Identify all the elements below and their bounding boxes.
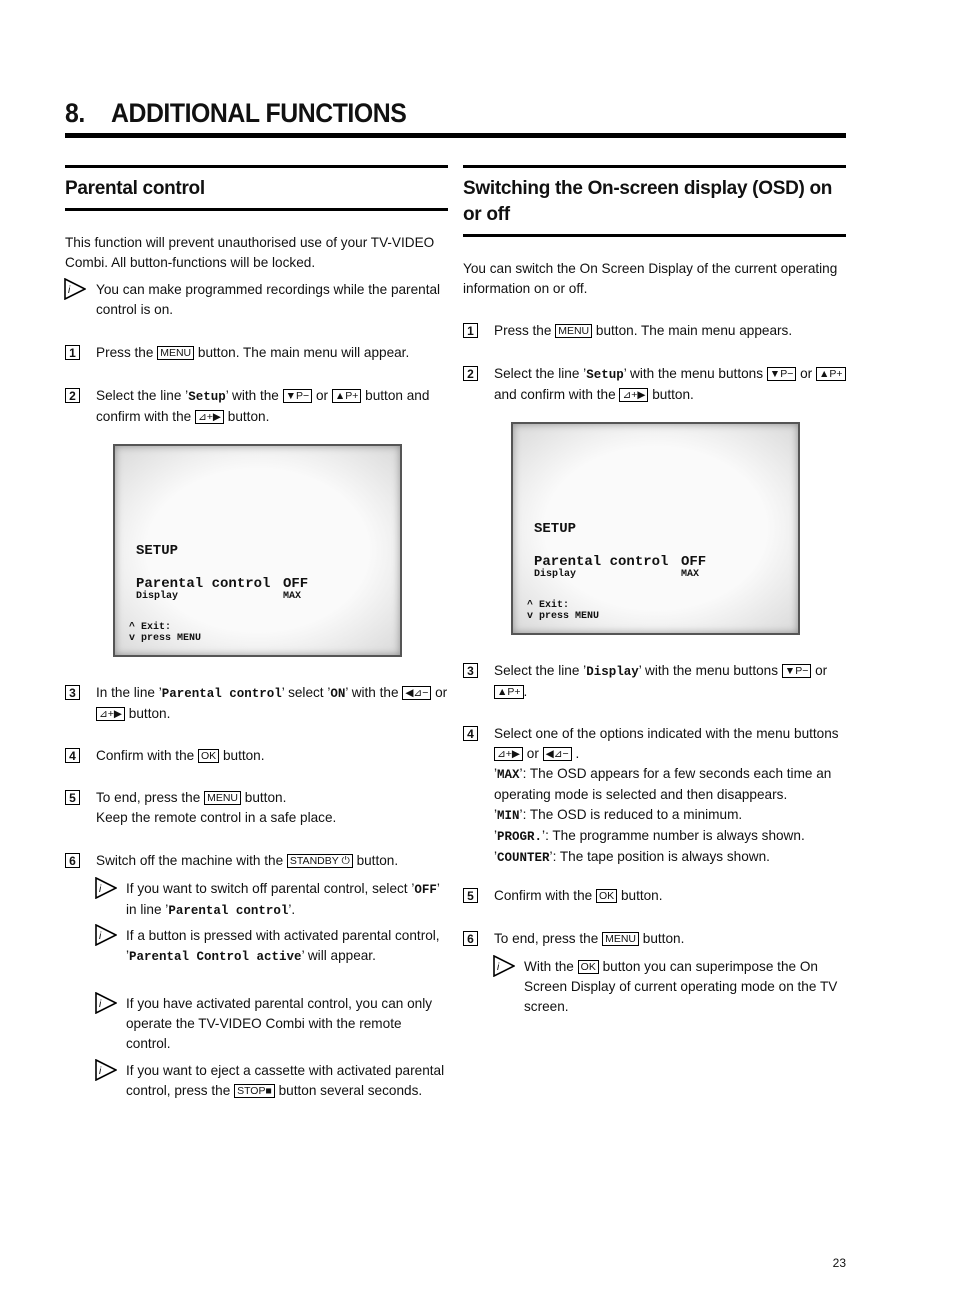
left-step-2: Select the line ’Setup’ with the ▼P− or ▲P+ button and confirm with the ⊿+▶ button. (96, 388, 430, 424)
menu-key: MENU (157, 346, 194, 360)
step-number: 4 (65, 748, 80, 763)
vol-plus-key: ⊿+▶ (619, 388, 648, 402)
screen-value: OFF (681, 554, 707, 570)
left-step-4: Confirm with the OK button. (96, 748, 265, 763)
ok-key: OK (198, 749, 219, 763)
left-step-6: Switch off the machine with the STANDBY ⏻ button. (96, 853, 399, 868)
left-step-1: Press the MENU button. The main menu will appear. (96, 345, 410, 360)
step-number: 5 (463, 888, 478, 903)
chapter-title: 8. ADDITIONAL FUNCTIONS (65, 98, 407, 128)
left-note-2: If you want to switch off parental control, select ’OFF’ in line ’Parental control’. (126, 881, 440, 918)
vol-plus-key: ⊿+▶ (494, 747, 523, 761)
right-step-5: Confirm with the OK button. (494, 888, 663, 903)
left-intro: This function will prevent unauthorised use of your TV-VIDEO Combi. All button-functions will be locked. (65, 235, 435, 270)
screen-exit-1: ^ Exit: (527, 600, 570, 611)
info-icon (95, 924, 117, 946)
left-note-4: If you have activated parental control, you can only operate the TV-VIDEO Combi with the remote control. (126, 996, 433, 1051)
left-step-3: In the line ’Parental control’ select ’ON’ with the ◀⊿− or ⊿+▶ button. (96, 685, 448, 721)
p-plus-key: ▲P+ (494, 685, 524, 699)
ok-key: OK (596, 889, 617, 903)
standby-key: STANDBY ⏻ (287, 854, 353, 868)
screen-exit-1: ^ Exit: (129, 622, 172, 633)
section-heading-parental-control: Parental control (65, 165, 448, 211)
section-heading-osd: Switching the On-screen display (OSD) on or off (463, 165, 846, 237)
screen-value: OFF (283, 576, 309, 592)
left-note-5: If you want to eject a cassette with activated parental control, press the STOP■ button several seconds. (126, 1063, 445, 1098)
info-icon (493, 955, 515, 977)
screen-title: SETUP (534, 521, 577, 537)
info-icon (95, 992, 117, 1014)
svg-text:i: i (68, 285, 71, 296)
step-number: 1 (463, 323, 478, 338)
right-step-1: Press the MENU button. The main menu appears. (494, 323, 793, 338)
info-icon (64, 278, 86, 300)
p-minus-key: ▼P− (283, 389, 313, 403)
left-note-1: You can make programmed recordings while the parental control is on. (96, 282, 441, 317)
vol-plus-key: ⊿+▶ (195, 410, 224, 424)
right-step-2: Select the line ’Setup’ with the menu buttons ▼P− or ▲P+ and confirm with the ⊿+▶ button. (494, 364, 846, 405)
step-number: 6 (65, 853, 80, 868)
menu-key: MENU (602, 932, 639, 946)
screen-sub: Display (136, 591, 179, 602)
step-number: 3 (65, 685, 80, 700)
chapter-heading (65, 98, 846, 138)
page-number: 23 (832, 1256, 846, 1270)
svg-text:i: i (99, 884, 102, 895)
screen-item: Parental control (136, 576, 271, 592)
svg-text:i: i (99, 999, 102, 1010)
ok-key: OK (578, 960, 599, 974)
p-plus-key: ▲P+ (816, 367, 846, 381)
vol-minus-key: ◀⊿− (402, 686, 431, 700)
vol-minus-key: ◀⊿− (543, 747, 572, 761)
p-minus-key: ▼P− (782, 664, 812, 678)
osd-screen (511, 422, 800, 635)
osd-screen (113, 444, 402, 657)
screen-item: Parental control (534, 554, 669, 570)
p-plus-key: ▲P+ (332, 389, 362, 403)
menu-key: MENU (204, 791, 241, 805)
info-icon (95, 877, 117, 899)
stop-key: STOP■ (234, 1084, 275, 1098)
step-number: 3 (463, 663, 478, 678)
screen-exit-2: v press MENU (527, 611, 600, 622)
right-step-4: Select one of the options indicated with the menu buttons ⊿+▶ or ◀⊿− . ’MAX’: The OSD appears for a few seconds each time an operating mode is selected and then disappears. ’MIN’: The OSD is reduced to a minimum. ’PROGR.’: The programme number is always shown. ’COUNTER’: The tape position is always shown. (494, 726, 839, 865)
right-note-1: With the OK button you can superimpose the On Screen Display of current operating mode on the TV screen. (524, 959, 838, 1014)
right-step-3: Select the line ’Display’ with the menu buttons ▼P− or ▲P+ . (494, 663, 828, 699)
step-number: 2 (463, 366, 478, 381)
step-number: 4 (463, 726, 478, 741)
right-intro: You can switch the On Screen Display of the current operating information on or off. (463, 261, 838, 296)
screen-subval: MAX (681, 569, 700, 580)
p-minus-key: ▼P− (767, 367, 797, 381)
menu-key: MENU (555, 324, 592, 338)
step-number: 6 (463, 931, 478, 946)
left-note-3: If a button is pressed with activated parental control, ’Parental Control active’ will appear. (126, 928, 440, 964)
svg-text:i: i (99, 1066, 102, 1077)
step-number: 2 (65, 388, 80, 403)
right-step-6: To end, press the MENU button. (494, 931, 685, 946)
screen-title: SETUP (136, 543, 179, 559)
step-number: 5 (65, 790, 80, 805)
screen-exit-2: v press MENU (129, 633, 202, 644)
left-step-5: To end, press the MENU button. Keep the remote control in a safe place. (96, 790, 337, 825)
svg-text:i: i (497, 962, 500, 973)
svg-text:i: i (99, 931, 102, 942)
screen-sub: Display (534, 569, 577, 580)
step-number: 1 (65, 345, 80, 360)
vol-plus-key: ⊿+▶ (96, 707, 125, 721)
info-icon (95, 1059, 117, 1081)
screen-subval: MAX (283, 591, 302, 602)
